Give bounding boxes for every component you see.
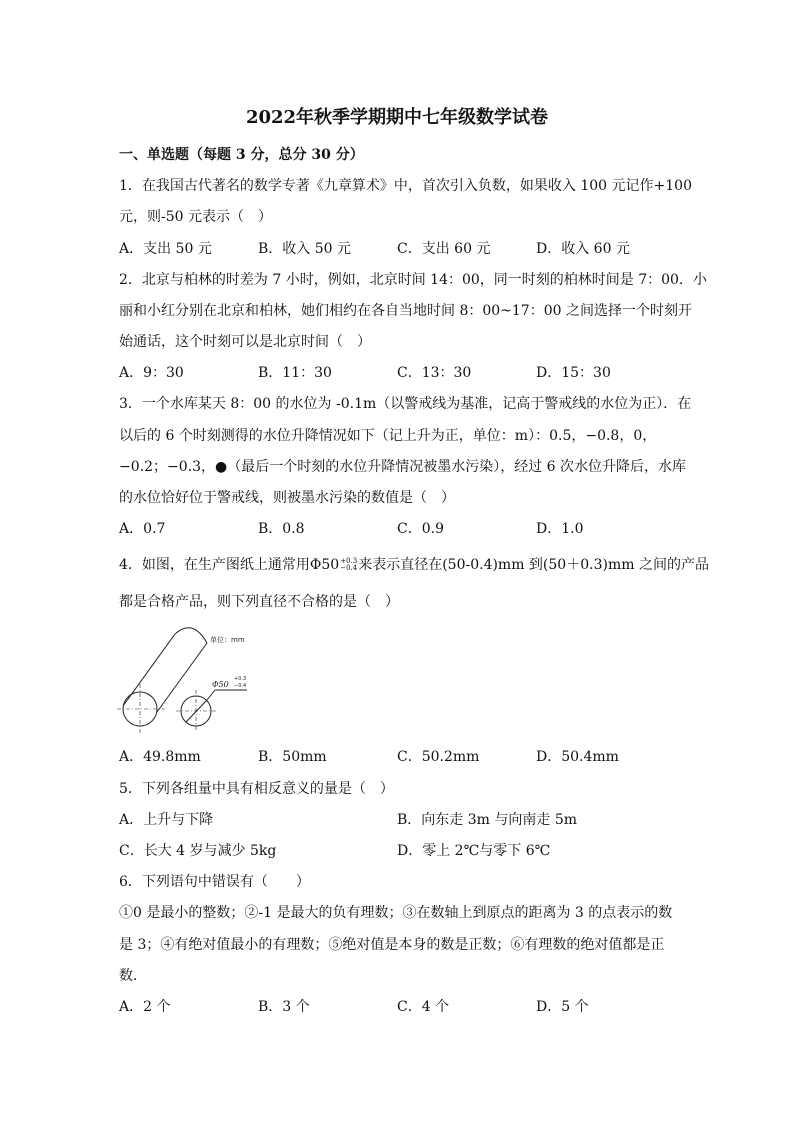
page-title: 2022年秋季学期期中七年级数学试卷 bbox=[245, 107, 549, 128]
q3-option-d: D．1.0 bbox=[536, 521, 584, 537]
figure-tolerance-lower: −0.4 bbox=[234, 683, 247, 689]
q3-stem-line3: −0.2；−0.3，●（最后一个时刻的水位升降情况被墨水污染），经过 6 次水位升降后，水库 bbox=[119, 459, 687, 475]
q4-stem-line2: 都是合格产品，则下列直径不合格的是（ ） bbox=[119, 594, 399, 610]
q2-option-b: B．11：30 bbox=[258, 365, 332, 381]
q1-stem-line1: 1．在我国古代著名的数学专著《九章算术》中，首次引入负数，如果收入 100 元记作+100 bbox=[119, 178, 692, 194]
q4-tolerance-upper: +0.3 bbox=[340, 557, 358, 565]
q2-stem-line3: 始通话，这个时刻可以是北京时间（ ） bbox=[119, 334, 371, 350]
cylinder-figure bbox=[115, 620, 265, 735]
q4-option-c: C．50.2mm bbox=[397, 749, 480, 765]
q6-stem-line1: 6．下列语句中错误有（ ） bbox=[119, 874, 310, 890]
q5-option-c: C．长大 4 岁与减少 5kg bbox=[119, 843, 277, 859]
q3-stem-line2: 以后的 6 个时刻测得的水位升降情况如下（记上升为正，单位：m）：0.5，−0.8，0， bbox=[119, 428, 657, 444]
q4-tolerance-lower: −0.4 bbox=[340, 564, 358, 572]
q4-stem-line1 bbox=[119, 556, 709, 574]
q4-option-d: D．50.4mm bbox=[536, 749, 619, 765]
cylinder-top-arc bbox=[175, 628, 207, 643]
q6-option-a: A．2 个 bbox=[119, 999, 171, 1015]
q5-option-b: B．向东走 3m 与向南走 5m bbox=[397, 812, 578, 828]
cylinder-edge-right bbox=[157, 643, 207, 712]
q3-option-b: B．0.8 bbox=[258, 521, 305, 537]
q6-stem-line3: 是 3；④有绝对值最小的有理数；⑤绝对值是本身的数是正数；⑥有理数的绝对值都是正 bbox=[119, 937, 665, 953]
q2-stem-line1: 2．北京与柏林的时差为 7 小时，例如，北京时间 14：00，同一时刻的柏林时间是 7：00．小 bbox=[119, 272, 707, 288]
figure-tolerance-upper: +0.3 bbox=[234, 676, 247, 682]
q3-option-a: A．0.7 bbox=[119, 521, 166, 537]
q4-tolerance bbox=[340, 558, 357, 572]
figure-unit-label: 单位：mm bbox=[210, 636, 245, 644]
cylinder-edge-left bbox=[123, 634, 175, 706]
q2-option-d: D．15：30 bbox=[536, 365, 611, 381]
leader-line bbox=[207, 690, 215, 700]
q1-option-b: B．收入 50 元 bbox=[258, 241, 352, 257]
q4-stem-text-a: 4．如图，在生产图纸上通常用Φ50 bbox=[119, 557, 340, 573]
q3-stem-line1: 3．一个水库某天 8：00 的水位为 -0.1m（以警戒线为基准，记高于警戒线的水位为正）．在 bbox=[119, 396, 692, 412]
q4-option-a: A．49.8mm bbox=[119, 749, 201, 765]
q1-stem-line2: 元，则-50 元表示（ ） bbox=[119, 209, 272, 225]
q6-stem-line2: ①0 是最小的整数；②-1 是最大的负有理数；③在数轴上到原点的距离为 3 的点表示的数 bbox=[119, 905, 673, 921]
q1-option-d: D．收入 60 元 bbox=[536, 241, 630, 257]
figure-dimension-label: Φ50 bbox=[212, 680, 229, 689]
q2-option-c: C．13：30 bbox=[397, 365, 472, 381]
q1-option-c: C．支出 60 元 bbox=[397, 241, 491, 257]
q5-option-d: D．零上 2℃与零下 6℃ bbox=[397, 843, 551, 859]
q6-option-b: B．3 个 bbox=[258, 999, 310, 1015]
q3-option-c: C．0.9 bbox=[397, 521, 444, 537]
section-heading: 一、单选题（每题 3 分，总分 30 分） bbox=[119, 147, 364, 163]
q6-stem-line4: 数． bbox=[119, 968, 147, 984]
q3-stem-line4: 的水位恰好位于警戒线，则被墨水污染的数值是（ ） bbox=[119, 490, 455, 506]
q5-option-a: A．上升与下降 bbox=[119, 812, 214, 828]
q6-option-d: D．5 个 bbox=[536, 999, 589, 1015]
q4-stem-text-b: 来表示直径在(50-0.4)mm 到(50＋0.3)mm 之间的产品 bbox=[358, 557, 709, 573]
q6-option-c: C．4 个 bbox=[397, 999, 450, 1015]
q2-stem-line2: 丽和小红分别在北京和柏林，她们相约在各自当地时间 8：00~17：00 之间选择一个时刻开 bbox=[119, 303, 692, 319]
q2-option-a: A．9：30 bbox=[119, 365, 184, 381]
q5-stem-line1: 5．下列各组量中具有相反意义的量是（ ） bbox=[119, 781, 394, 797]
q1-option-a: A．支出 50 元 bbox=[119, 241, 212, 257]
q4-option-b: B．50mm bbox=[258, 749, 327, 765]
